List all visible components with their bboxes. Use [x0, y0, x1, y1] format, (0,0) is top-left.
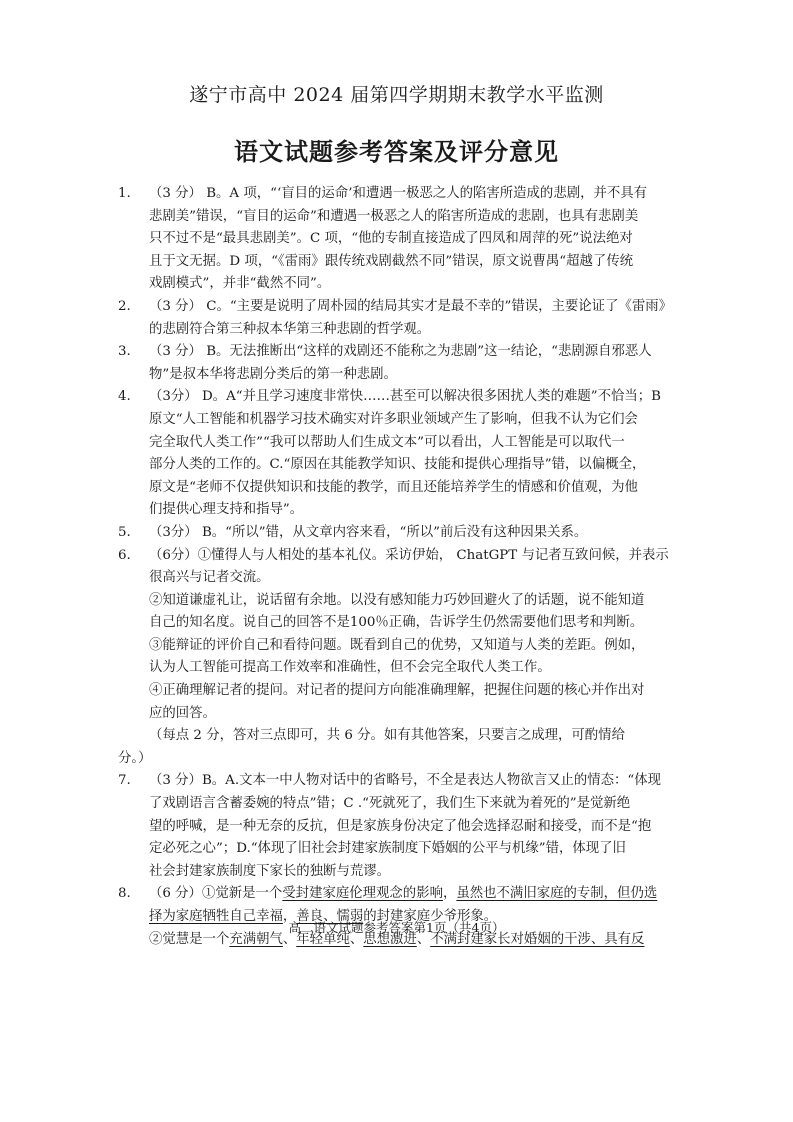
- answer-item-5: [118, 522, 678, 545]
- text-run: ，: [282, 909, 297, 924]
- item-text-line: 原文是“老师不仅提供知识和技能的教学，而且还能培养学生的情感和价值观，为他: [149, 479, 638, 495]
- item-text-line: 悲剧美”错误，“盲目的运命”和遭遇一极恶之人的陷害所造成的悲剧，也具有悲剧美: [149, 208, 639, 224]
- item-text-line: 只不过不是“最具悲剧美”。C 项，“他的专制直接造成了四凤和周萍的死”说法绝对: [149, 231, 633, 247]
- underlined-key-phrase: 受封建家庭伦理观念的影响: [282, 886, 443, 902]
- item-text-line: （3 分） C。“主要是说明了周朴园的结局其实才是最不幸的”错误，主要论证了《雷雨》: [149, 298, 673, 314]
- item-text-line: 社会封建家族制度下家长的独断与荒谬。: [149, 863, 391, 879]
- item-text-line: 望的呼喊，是一种无奈的反抗，但是家族身份决定了他会选择忍耐和接受，而不是“抱: [149, 818, 652, 834]
- item-text-line: （3分） D。A“并且学习速度非常快……甚至可以解决很多困扰人类的难题”不恰当；B: [149, 389, 661, 405]
- item-text-line: 定必死之心”；D.“体现了旧社会封建家族制度下婚姻的公平与机缘”错，体现了旧: [149, 841, 626, 857]
- item-text-line: 认为人工智能可提高工作效率和准确性，但不会完全取代人类工作。: [149, 660, 551, 676]
- item-text-line: （3 分）B。A.文本一中人物对话中的省略号，不全是表达人物欲言又止的情态：“体现: [149, 773, 662, 789]
- item-number: 6.: [118, 547, 131, 563]
- underlined-key-phrase: 年轻单纯: [296, 931, 350, 947]
- answer-key-title: 语文试题参考答案及评分意见: [234, 138, 559, 166]
- answer-item-6: [118, 545, 678, 726]
- text-run: 的封建家庭少爷形象。: [363, 909, 498, 924]
- item-number: 4.: [118, 389, 131, 405]
- item-number: 3.: [118, 344, 131, 360]
- item-text-line: 原文“人工智能和机器学习技术确实对许多职业领域产生了影响，但我不认为它们会: [149, 411, 638, 427]
- text-run: ，: [442, 886, 457, 902]
- item-text-line: 的悲剧符合第三种叔本华第三种悲剧的哲学观。: [149, 321, 431, 337]
- answer-item-7: [118, 770, 678, 883]
- scoring-note-line: （每点 2 分，答对三点即可，共 6 分。如有其他答案，只要言之成理，可酌情给: [149, 728, 625, 744]
- answer-item-1: [118, 183, 678, 296]
- answer-item-2: [118, 296, 678, 341]
- item-number: 2.: [118, 298, 131, 314]
- page-footer: 高二语文试题参考答案第1页（共4页）: [288, 920, 505, 935]
- underlined-key-phrase: 思想激进: [363, 931, 417, 947]
- item-number: 5.: [118, 524, 131, 540]
- text-run: 、: [282, 931, 297, 947]
- item-text-line: ④正确理解记者的提问。对记者的提问方向能准确理解，把握住问题的核心并作出对: [149, 683, 645, 699]
- item-number: 8.: [118, 886, 131, 902]
- item-text-line: 自己的知名度。说自己的回答不是100％正确，告诉学生仍然需要他们思考和判断。: [149, 615, 644, 631]
- underlined-key-phrase: 不满封建家长对婚姻的干涉、具有反: [430, 931, 645, 947]
- answer-item-3: [118, 341, 678, 386]
- text-run: 、: [349, 931, 364, 947]
- item-text-line: 部分人类的工作的。C.“原因在其能教学知识、技能和提供心理指导”错，以偏概全，: [149, 457, 646, 473]
- item-text-line: 物”是叔本华将悲剧分类后的第一种悲剧。: [149, 366, 397, 382]
- item-number: 7.: [118, 773, 131, 789]
- item-text-line: 们提供心理支持和指导”。: [149, 502, 304, 518]
- answer-content: [118, 183, 678, 951]
- underlined-key-phrase: 虽然也不满旧家庭的专制，但仍选: [456, 886, 658, 902]
- scoring-note-line: 分。）: [118, 750, 152, 766]
- item-text-line: 了戏剧语言含蓄委婉的特点”错；C .“死就死了，我们生下来就为着死的”是觉新绝: [149, 796, 631, 812]
- item-text-line: （3分） B。“所以”错，从文章内容来看，“所以”前后没有这种因果关系。: [149, 524, 588, 540]
- item-text-line: （3 分） B。A 项，“‘盲目的运命’和遭遇一极恶之人的陷害所造成的悲剧，并不具有: [149, 186, 648, 201]
- item-text-line: （3 分） B。无法推断出“这样的戏剧还不能称之为悲剧”这一结论，“悲剧源自邪恶人: [149, 344, 652, 360]
- item-text-line: ②知道谦虚礼让，说话留有余地。以没有感知能力巧妙回避火了的话题，说不能知道: [149, 592, 645, 608]
- scoring-note: [118, 725, 678, 770]
- item-text-line: 戏剧模式”，并非“截然不同”。: [149, 276, 331, 292]
- item-text-line: 很高兴与记者交流。: [149, 570, 270, 586]
- underlined-key-phrase: 充满朝气: [229, 931, 283, 947]
- item-text-line: ③能辩证的评价自己和看待问题。既看到自己的优势，又知道与人类的差距。例如，: [149, 637, 645, 653]
- item-number: 1.: [118, 186, 131, 201]
- text-run: 、: [416, 931, 431, 947]
- item-text-line: [149, 883, 678, 906]
- text-run: ②觉慧是一个: [149, 931, 230, 947]
- underlined-key-phrase: 善良、懦弱: [296, 909, 364, 924]
- item-text-line: 完全取代人类工作”“我可以帮助人们生成文本”可以看出，人工智能是可以取代一: [149, 434, 625, 450]
- exam-header-title: 遂宁市高中 2024 届第四学期期末教学水平监测: [189, 84, 604, 106]
- text-run: （6 分）①觉新是一个: [149, 886, 283, 902]
- answer-item-4: [118, 386, 678, 522]
- underlined-key-phrase: 择为家庭牺牲自己幸福: [149, 909, 283, 924]
- item-text-line: 且于文无据。D 项，“《雷雨》跟传统戏剧截然不同”错误，原文说曹禺“超越了传统: [149, 253, 634, 269]
- item-text-line: 应的回答。: [149, 705, 216, 721]
- item-text-line: （6分）①懂得人与人相处的基本礼仪。采访伊始， ChatGPT 与记者互致问候，并表示: [149, 547, 669, 563]
